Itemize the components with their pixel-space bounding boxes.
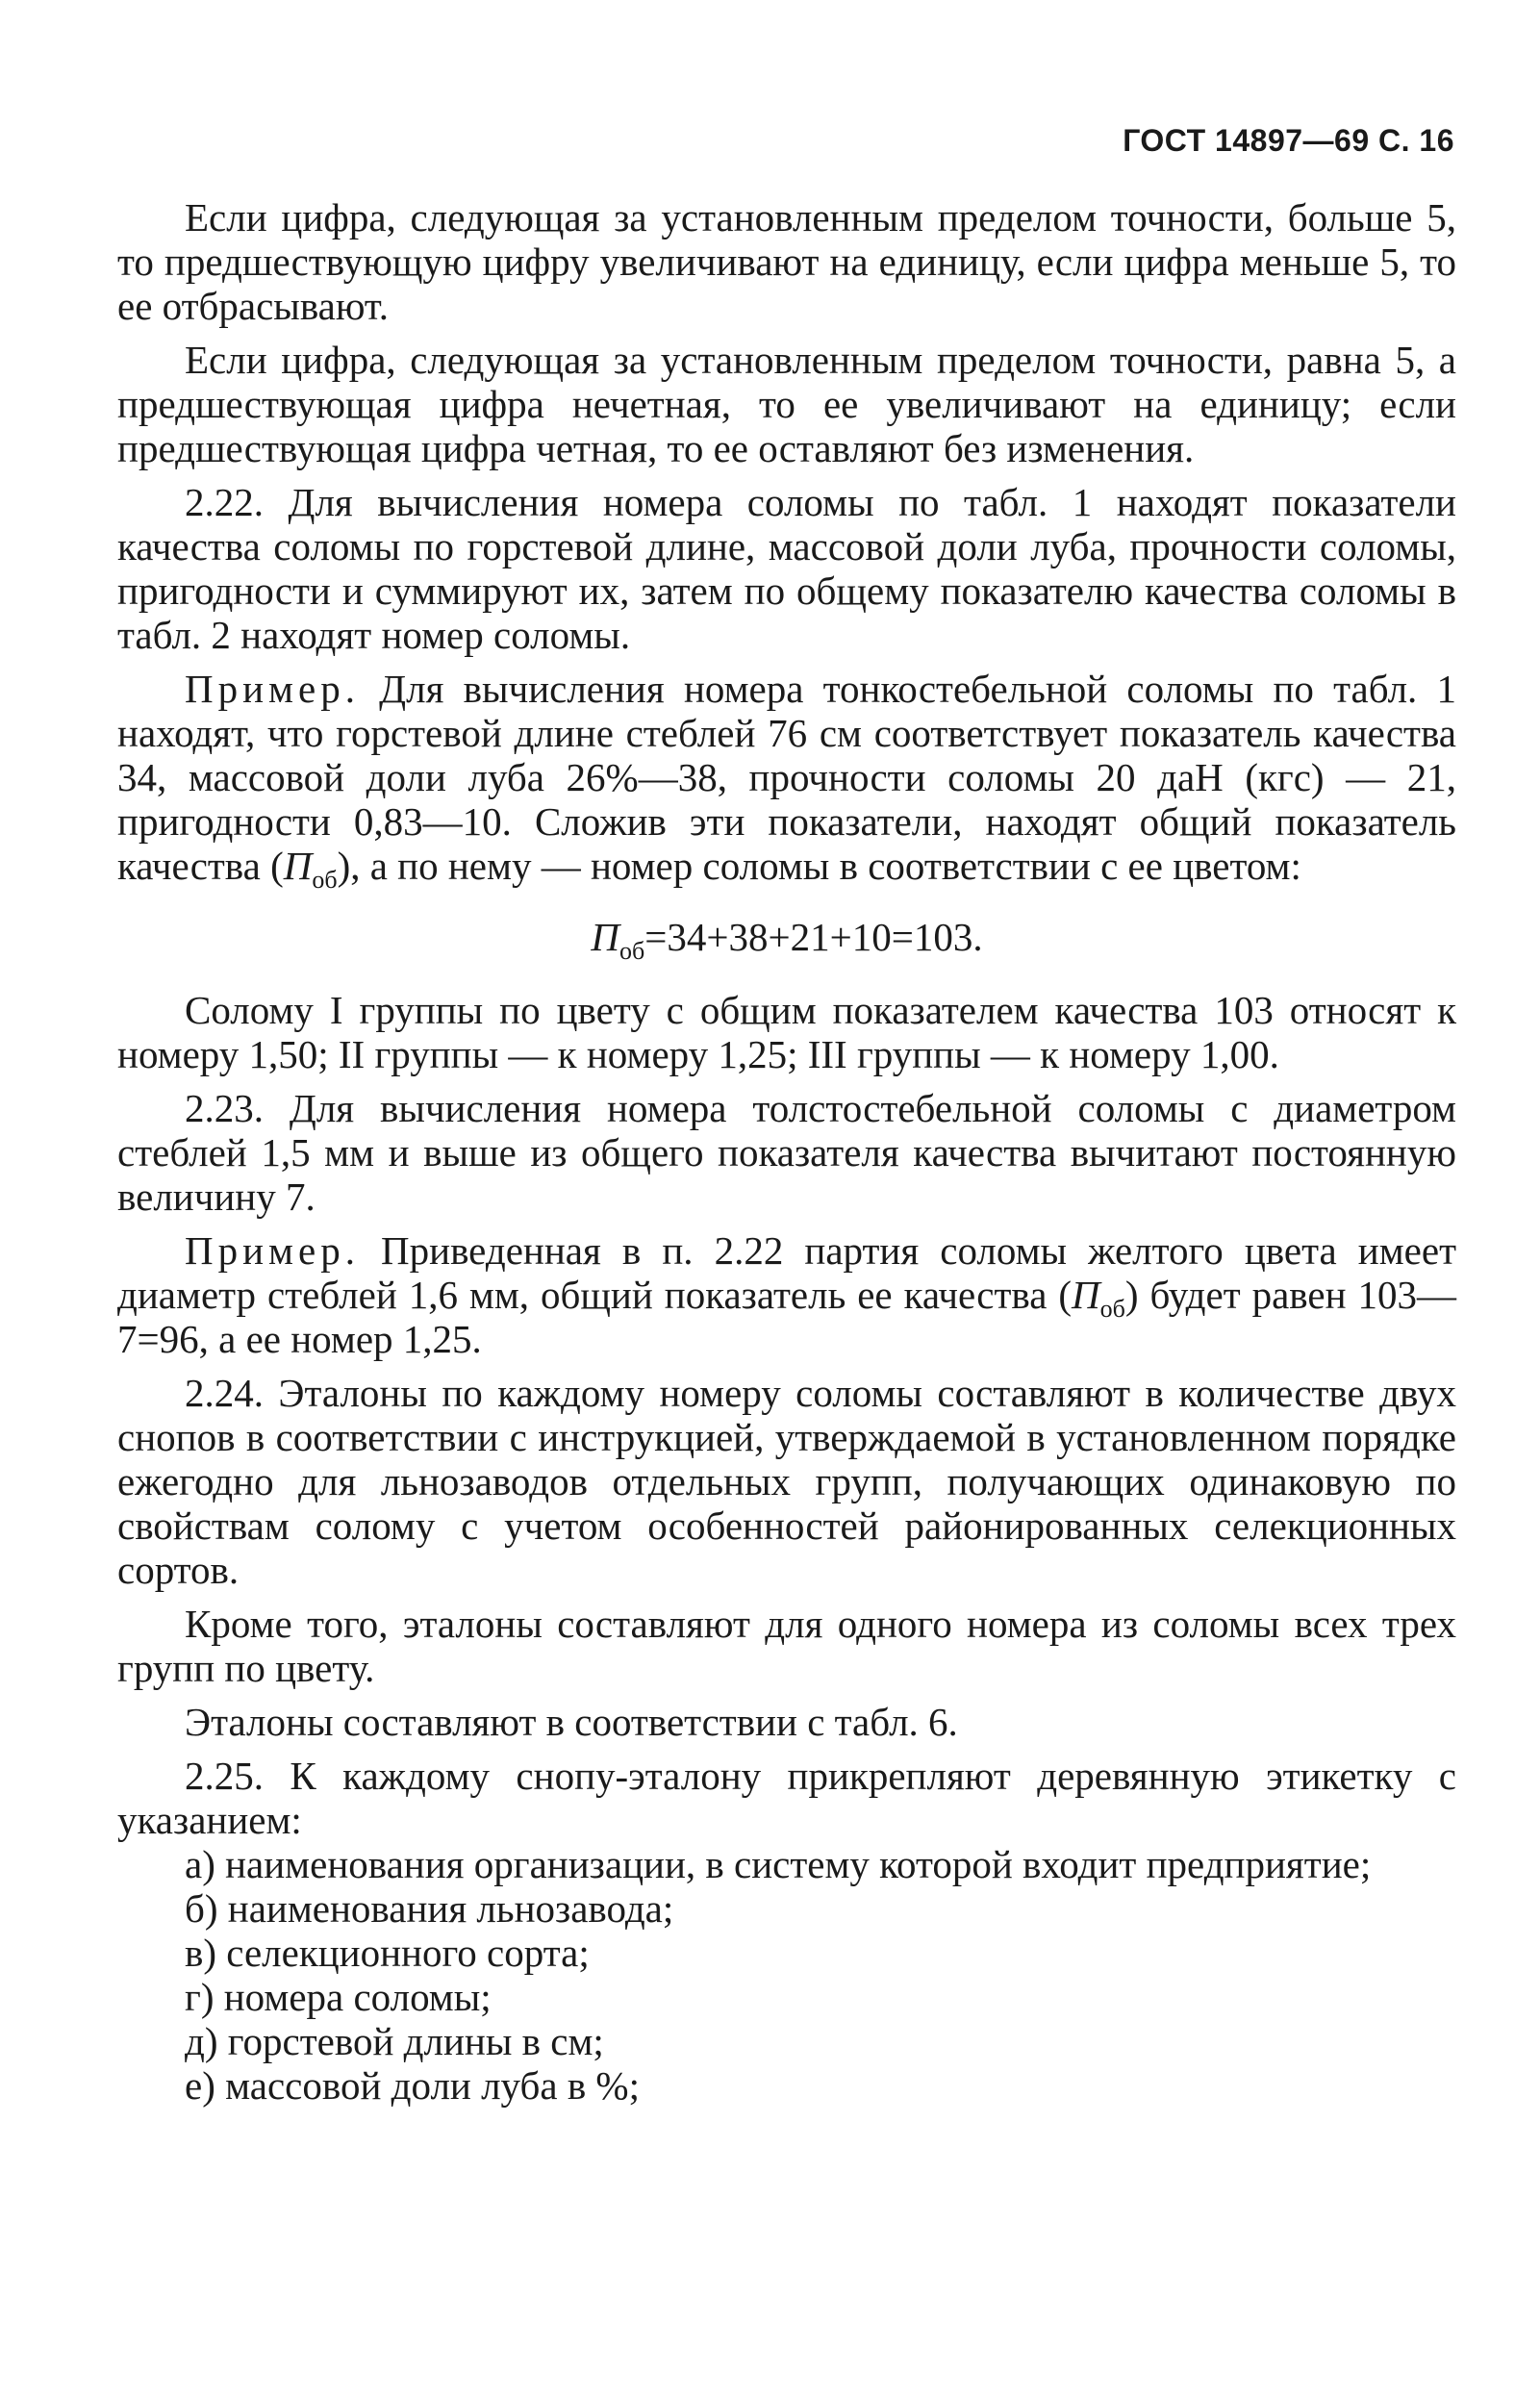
list-item: а) наименования организации, в систему которой входит предприятие; <box>185 1842 1372 1886</box>
paragraph-rounding-rule-1: Если цифра, следующая за установленным пределом точности, больше 5, то предшествующую цифру увеличивают на единицу, если цифра меньше 5, то ее отбрасывают. <box>117 195 1456 328</box>
quality-subscript: об <box>1099 1295 1125 1324</box>
page-header: ГОСТ 14897—69 С. 16 <box>1123 123 1454 158</box>
list-item: е) массовой доли луба в %; <box>185 2063 640 2108</box>
paragraph-rounding-rule-2: Если цифра, следующая за установленным пределом точности, равна 5, а предшествующая цифра нечетная, то ее увеличивают на единицу; если предшествующая цифра четная, то ее оставляют без изменения. <box>117 338 1456 470</box>
quality-subscript: об <box>312 866 338 895</box>
formula-expression: =34+38+21+10=103. <box>644 915 983 959</box>
quality-formula <box>117 915 1456 966</box>
paragraph-2-23: 2.23. Для вычисления номера толстостебельной соломы с диаметром стеблей 1,5 мм и выше из общего показателя качества вычитают постоянную величину 7. <box>117 1086 1456 1219</box>
quality-symbol: П <box>283 844 313 888</box>
example-text-b: ), а по нему — номер соломы в соответствии с ее цветом: <box>337 844 1301 888</box>
paragraph-example-2 <box>117 1228 1456 1361</box>
example-text-b: ) будет равен 103—7=96, а ее номер 1,25. <box>117 1273 1456 1361</box>
paragraph-standards-table: Эталоны составляют в соответствии с табл. 6. <box>185 1700 958 1744</box>
list-item: г) номера соломы; <box>185 1975 492 2019</box>
example-text-a: Приведенная в п. 2.22 партия соломы желтого цвета имеет диаметр стеблей 1,6 мм, общий показатель ее качества ( <box>117 1228 1456 1317</box>
list-item: в) селекционного сорта; <box>185 1931 590 1975</box>
example-text-a: Для вычисления номера тонкостебельной соломы по табл. 1 находят, что горстевой длине стеблей 76 см соответствует показатель качества 34, массовой доли луба 26%—38, прочности соломы 20 даН (кгс) — 21, пригодности 0,83—10. Сложив эти показатели, находят общий показатель качества ( <box>117 667 1456 888</box>
quality-symbol: П <box>1072 1273 1100 1317</box>
example-label: Пример. <box>185 1228 360 1273</box>
list-item: б) наименования льнозавода; <box>185 1886 674 1931</box>
formula-symbol: П <box>591 915 619 959</box>
list-item: д) горстевой длины в см; <box>185 2019 604 2063</box>
paragraph-2-22: 2.22. Для вычисления номера соломы по табл. 1 находят показатели качества соломы по горстевой длине, массовой доли луба, прочности соломы, пригодности и суммируют их, затем по общему показателю качества соломы в табл. 2 находят номер соломы. <box>117 480 1456 657</box>
paragraph-group-numbers: Солому I группы по цвету с общим показателем качества 103 относят к номеру 1,50; II группы — к номеру 1,25; III группы — к номеру 1,00. <box>117 988 1456 1076</box>
example-label: Пример. <box>185 667 360 711</box>
paragraph-standards-groups: Кроме того, эталоны составляют для одного номера из соломы всех трех групп по цвету. <box>117 1602 1456 1690</box>
document-page <box>117 123 1456 2108</box>
paragraph-example-1 <box>117 667 1456 895</box>
formula-subscript: об <box>619 937 645 966</box>
paragraph-2-24: 2.24. Эталоны по каждому номеру соломы составляют в количестве двух снопов в соответствии с инструкцией, утверждаемой в установленном порядке ежегодно для льнозаводов отдельных групп, получающих одинаковую по свойствам солому с учетом особенностей районированных селекционных сортов. <box>117 1371 1456 1592</box>
paragraph-2-25: 2.25. К каждому снопу-эталону прикрепляют деревянную этикетку с указанием: <box>117 1754 1456 1842</box>
